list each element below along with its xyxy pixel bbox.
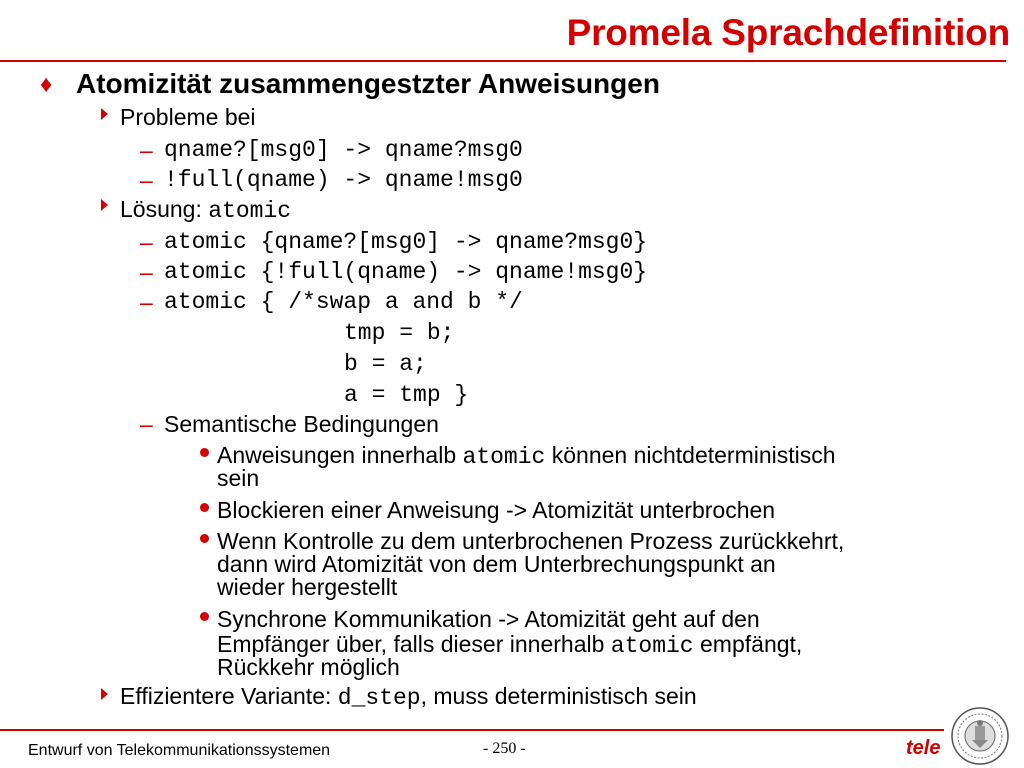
dot-bullet-icon xyxy=(200,612,209,621)
dash-bullet: – xyxy=(140,259,153,285)
swap-line-1: tmp = b; xyxy=(344,320,455,346)
semantic-bullet-4-line-3: Rückkehr möglich xyxy=(217,654,400,680)
dot-bullet-icon xyxy=(200,448,209,457)
dash-bullet: – xyxy=(140,411,153,437)
solution-item-1: atomic {qname?[msg0] -> qname?msg0} xyxy=(164,229,648,255)
footer-divider xyxy=(0,729,944,731)
efficient-label: Effizientere Variante: xyxy=(120,683,338,709)
semantic-bullet-1-line-1 xyxy=(217,444,836,469)
problems-label: Probleme bei xyxy=(120,104,256,130)
semantic-bullet-2: Blockieren einer Anweisung -> Atomizität unterbrochen xyxy=(217,497,776,523)
semantic-bullet-3-line-2: dann wird Atomizität von dem Unterbrechungspunkt an xyxy=(217,551,776,577)
dash-bullet: – xyxy=(140,167,153,193)
problem-item-2: !full(qname) -> qname!msg0 xyxy=(164,167,523,193)
semantic-text: empfängt, xyxy=(693,631,803,657)
solution-label: Lösung: xyxy=(120,196,209,222)
semantic-bullet-3-line-1: Wenn Kontrolle zu dem unterbrochenen Prozess zurückkehrt, xyxy=(217,528,845,554)
swap-line-3: a = tmp } xyxy=(344,382,469,408)
page-number: - 250 - xyxy=(483,740,526,757)
footer-course: Entwurf von Telekommunikationssystemen xyxy=(28,742,331,759)
swap-line-2: b = a; xyxy=(344,351,427,377)
dash-bullet: – xyxy=(140,137,153,163)
efficient-suffix: , muss deterministisch sein xyxy=(420,683,697,709)
solution-keyword: atomic xyxy=(208,198,292,224)
dash-bullet: – xyxy=(140,289,153,315)
section-heading: Atomizität zusammengestzter Anweisungen xyxy=(76,68,660,99)
efficient-code: d_step xyxy=(337,685,421,711)
brand-logo: tele xyxy=(906,737,941,759)
semantic-bullet-3-line-3: wieder hergestellt xyxy=(217,574,398,600)
efficient-line xyxy=(120,685,697,710)
semantic-bullet-4-line-1: Synchrone Kommunikation -> Atomizität geht auf den xyxy=(217,606,760,632)
semantic-code: atomic xyxy=(462,444,546,470)
triangle-bullet-icon xyxy=(101,108,108,120)
university-seal-icon xyxy=(950,706,1010,766)
solution-item-2: atomic {!full(qname) -> qname!msg0} xyxy=(164,259,648,285)
semantics-label: Semantische Bedingungen xyxy=(164,411,439,437)
semantic-text: Anweisungen innerhalb xyxy=(217,442,463,468)
triangle-bullet-icon xyxy=(101,688,108,700)
solution-line xyxy=(120,198,291,223)
dash-bullet: – xyxy=(140,229,153,255)
problem-item-1: qname?[msg0] -> qname?msg0 xyxy=(164,137,523,163)
dot-bullet-icon xyxy=(200,503,209,512)
semantic-bullet-1-line-2: sein xyxy=(217,465,260,491)
solution-item-3: atomic { /*swap a and b */ xyxy=(164,289,523,315)
semantic-text: Empfänger über, falls dieser innerhalb xyxy=(217,631,611,657)
semantic-code: atomic xyxy=(610,633,694,659)
triangle-bullet-icon xyxy=(101,199,108,211)
title-divider xyxy=(0,60,1006,62)
semantic-text: können nichtdeterministisch xyxy=(545,442,836,468)
diamond-bullet-icon: ♦ xyxy=(40,71,53,98)
page-title: Promela Sprachdefinition xyxy=(566,12,1010,53)
dot-bullet-icon xyxy=(200,534,209,543)
